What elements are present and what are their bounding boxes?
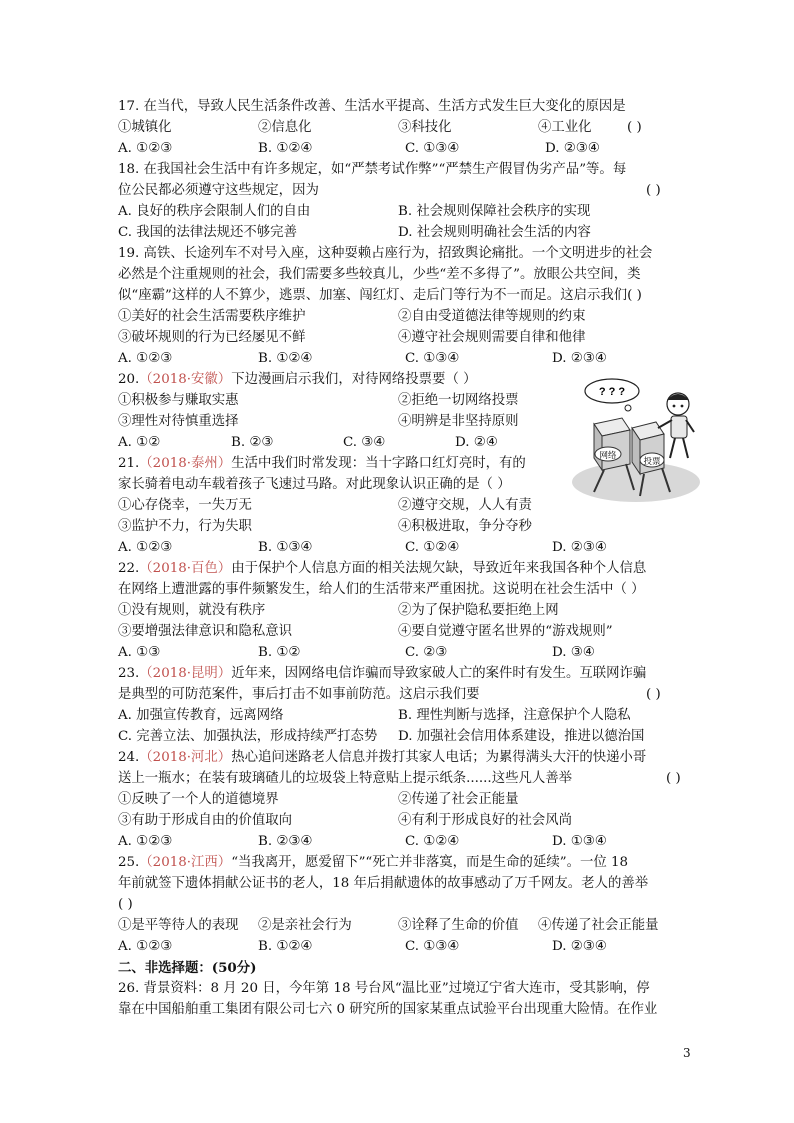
q20-text: 下边漫画启示我们，对待网络投票要（ ） [231, 372, 477, 387]
q25-option-3: ③诠释了生命的价值 [398, 918, 519, 933]
q23-number: 23. [118, 666, 140, 681]
q25-stem-line3: ( ) [118, 897, 133, 912]
q17-choice-a: A. ①②③ [118, 141, 173, 156]
q19-choice-c: C. ①③④ [405, 351, 460, 366]
q22-source: （2018·百色） [139, 561, 232, 576]
q19-choice-b: B. ①②④ [258, 351, 313, 366]
q17-choice-d: D. ②③④ [545, 141, 600, 156]
q22-text: 由于保护个人信息方面的相关法规欠缺，导致近年来我国各种个人信息 [231, 561, 647, 576]
q18-stem-line2: 位公民都必须遵守这些规定，因为 [118, 183, 319, 198]
q24-option-3: ③有助于形成自由的价值取向 [118, 813, 293, 828]
q22-option-1: ①没有规则，就没有秩序 [118, 603, 266, 618]
q17-option-2: ②信息化 [258, 120, 312, 135]
q24-choice-d: D. ①③④ [552, 834, 607, 849]
cartoon-boy-leg [670, 438, 675, 458]
q25-text: “当我离开，愿爱留下”“死亡并非落寞，而是生命的延续”。一位 18 [231, 855, 629, 870]
q19-option-3: ③破坏规则的行为已经屡见不鲜 [118, 330, 306, 345]
q24-choice-c: C. ①②④ [405, 834, 460, 849]
q20-option-3: ③理性对待慎重选择 [118, 414, 239, 429]
q25-choice-b: B. ①②④ [258, 939, 313, 954]
q22-stem-line2: 在网络上遭泄露的事件频繁发生，给人们的生活带来严重困扰。这说明在社会生活中（ ） [118, 582, 645, 597]
q24-text: 热心追问迷路老人信息并拨打其家人电话；为累得满头大汗的快递小哥 [231, 750, 647, 765]
cartoon-bubble-dot [625, 405, 631, 411]
q18-choice-a: A. 良好的秩序会限制人们的自由 [118, 204, 311, 219]
q21-choice-d: D. ②③④ [552, 540, 607, 555]
q20-source: （2018·安徽） [139, 372, 232, 387]
q25-option-1: ①是平等待人的表现 [118, 918, 239, 933]
cartoon-label-network: 网络 [599, 451, 617, 461]
q19-choice-a: A. ①②③ [118, 351, 173, 366]
q23-choice-b: B. 理性判断与选择，注意保护个人隐私 [398, 708, 631, 723]
q20-option-1: ①积极参与赚取实惠 [118, 393, 239, 408]
q22-option-3: ③要增强法律意识和隐私意识 [118, 624, 293, 639]
q24-option-4: ④有利于形成良好的社会风尚 [398, 813, 573, 828]
q26-stem-line1: 26. 背景资料：8 月 20 日，今年第 18 号台风“温比亚”过境辽宁省大连市，受其影响，停 [118, 981, 650, 996]
q23-stem-line2: 是典型的可防范案件，事后打击不如事前防范。这启示我们要 [118, 687, 480, 702]
q22-choice-d: D. ③④ [552, 645, 595, 660]
q17-option-3: ③科技化 [398, 120, 452, 135]
q23-choice-a: A. 加强宣传教育，远离网络 [118, 708, 284, 723]
q24-choice-b: B. ②③④ [258, 834, 313, 849]
q23-source: （2018·昆明） [139, 666, 232, 681]
cartoon-boy-eye [673, 405, 676, 408]
q20-option-2: ②拒绝一切网络投票 [398, 393, 519, 408]
q23-text: 近年来，因网络电信诈骗而导致家破人亡的案件时有发生。互联网诈骗 [231, 666, 647, 681]
q20-choice-b: B. ②③ [231, 435, 274, 450]
q18-choice-d: D. 社会规则明确社会生活的内容 [398, 225, 591, 240]
q22-number: 22. [118, 561, 140, 576]
q24-option-2: ②传递了社会正能量 [398, 792, 519, 807]
q21-stem-line2: 家长骑着电动车载着孩子飞速过马路。对此现象认识正确的是（ ） [118, 477, 511, 492]
cartoon-label-vote: 投票 [643, 457, 661, 467]
q18-answer-paren: ( ) [646, 183, 661, 198]
q23-stem-line1 [118, 664, 646, 684]
q17-stem: 17. 在当代，导致人民生活条件改善、生活水平提高、生活方式发生巨大变化的原因是 [118, 99, 626, 114]
q23-choice-c: C. 完善立法、加强执法，形成持续严打态势 [118, 729, 378, 744]
q17-option-4: ④工业化 [538, 120, 592, 135]
q19-stem-line3: 似“座霸”这样的人不算少，逃票、加塞、闯红灯、走后门等行为不一而足。这启示我们( ) [118, 288, 642, 303]
q20-choice-a: A. ①② [118, 435, 161, 450]
q24-stem-line2: 送上一瓶水；在装有玻璃碴儿的垃圾袋上特意贴上提示纸条......这些凡人善举 [118, 771, 573, 786]
q17-option-1: ①城镇化 [118, 120, 172, 135]
q22-choice-b: B. ①② [258, 645, 301, 660]
q21-option-3: ③监护不力，行为失职 [118, 519, 252, 534]
q24-source: （2018·河北） [139, 750, 232, 765]
q17-choice-c: C. ①③④ [405, 141, 460, 156]
cartoon-boy-leg [683, 438, 688, 458]
q20-choice-d: D. ②④ [455, 435, 498, 450]
section-heading: 二、非选择题：(50分) [118, 960, 257, 976]
q21-choice-c: C. ①②④ [405, 540, 460, 555]
q25-stem-line2: 年前就签下遗体捐献公证书的老人，18 年后捐献遗体的故事感动了万千网友。老人的善举 [118, 876, 649, 891]
q17-choice-b: B. ①②④ [258, 141, 313, 156]
q25-stem-line1 [118, 853, 628, 873]
q24-option-1: ①反映了一个人的道德境界 [118, 792, 279, 807]
q20-stem [118, 370, 477, 390]
q21-number: 21. [118, 456, 140, 471]
q25-choice-c: C. ①③④ [405, 939, 460, 954]
q26-stem-line2: 靠在中国船舶重工集团有限公司七六 0 研究所的国家某重点试验平台出现重大险情。在作业 [118, 1002, 658, 1017]
q22-choice-c: C. ②③ [405, 645, 448, 660]
q21-choice-a: A. ①②③ [118, 540, 173, 555]
q21-text: 生活中我们时常发现：当十字路口红灯亮时，有的 [231, 456, 526, 471]
q20-number: 20. [118, 372, 140, 387]
q19-choice-d: D. ②③④ [552, 351, 607, 366]
cartoon-bubble-text: ? ? ? [598, 386, 626, 398]
q21-choice-b: B. ①③④ [258, 540, 313, 555]
q19-option-4: ④遵守社会规则需要自律和他律 [398, 330, 586, 345]
q25-option-2: ②是亲社会行为 [258, 918, 352, 933]
q25-source: （2018·江西） [139, 855, 232, 870]
q25-number: 25. [118, 855, 140, 870]
q24-number: 24. [118, 750, 140, 765]
q19-stem-line2: 必然是个注重规则的社会，我们需要多些较真儿，少些“差不多得了”。放眼公共空间，类 [118, 267, 641, 282]
q21-option-4: ④积极进取，争分夺秒 [398, 519, 532, 534]
q22-option-4: ④要自觉遵守匿名世界的“游戏规则” [398, 624, 613, 639]
voting-cartoon-illustration [568, 378, 704, 504]
page-number: 3 [683, 1046, 691, 1060]
cartoon-boy-body [671, 416, 687, 438]
q25-choice-d: D. ②③④ [552, 939, 607, 954]
q22-option-2: ②为了保护隐私要拒绝上网 [398, 603, 559, 618]
q19-option-1: ①美好的社会生活需要秩序维护 [118, 309, 306, 324]
q21-source: （2018·泰州） [139, 456, 232, 471]
q17-answer-paren: ( ) [627, 120, 642, 135]
q23-answer-paren: ( ) [646, 687, 661, 702]
q21-option-1: ①心存侥幸，一失万无 [118, 498, 252, 513]
q24-answer-paren: ( ) [666, 771, 681, 786]
cartoon-boy-eye [681, 405, 684, 408]
q23-choice-d: D. 加强社会信用体系建设，推进以德治国 [398, 729, 645, 744]
q20-choice-c: C. ③④ [343, 435, 386, 450]
cartoon-boy-hair [667, 394, 689, 400]
q18-stem-line1: 18. 在我国社会生活中有许多规定，如“严禁考试作弊”“严禁生产假冒伪劣产品”等。每 [118, 162, 627, 177]
q24-choice-a: A. ①②③ [118, 834, 173, 849]
q20-option-4: ④明辨是非坚持原则 [398, 414, 519, 429]
q24-stem-line1 [118, 748, 646, 768]
q18-choice-b: B. 社会规则保障社会秩序的实现 [398, 204, 591, 219]
cartoon-boy-arm [658, 420, 672, 428]
q22-stem-line1 [118, 559, 646, 579]
q19-option-2: ②自由受道德法律等规则的约束 [398, 309, 586, 324]
q18-choice-c: C. 我国的法律法规还不够完善 [118, 225, 297, 240]
q22-choice-a: A. ①③ [118, 645, 161, 660]
q25-option-4: ④传递了社会正能量 [538, 918, 659, 933]
q19-stem-line1: 19. 高铁、长途列车不对号入座，这种耍赖占座行为，招致舆论痛批。一个文明进步的社会 [118, 246, 653, 261]
q21-stem-line1 [118, 454, 526, 474]
q25-choice-a: A. ①②③ [118, 939, 173, 954]
q21-option-2: ②遵守交规，人人有责 [398, 498, 532, 513]
